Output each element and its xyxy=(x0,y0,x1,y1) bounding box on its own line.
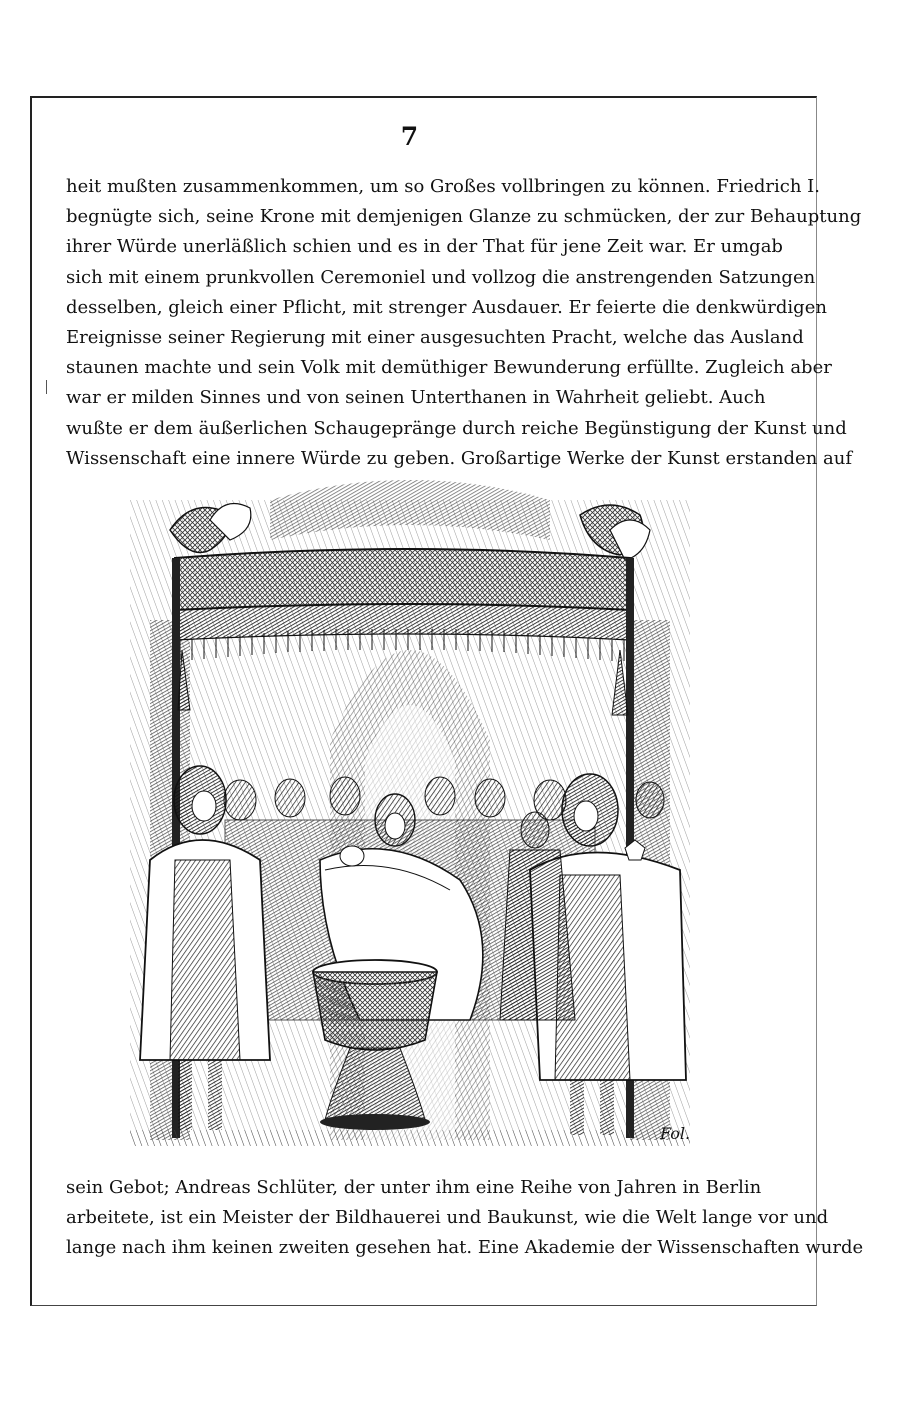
page-number: 7 xyxy=(400,122,420,151)
text-line: Ereignisse seiner Regierung mit einer ausgesuchten Pracht, welche das Ausland xyxy=(66,326,804,348)
text-line: sein Gebot; Andreas Schlüter, der unter ihm eine Reihe von Jahren in Berlin xyxy=(66,1177,762,1198)
text-line: sich mit einem prunkvollen Ceremoniel und vollzog die anstrengenden Satzungen xyxy=(66,266,816,288)
margin-mark xyxy=(46,380,47,394)
text-line: war er milden Sinnes und von seinen Unterthanen in Wahrheit geliebt. Auch xyxy=(66,387,766,409)
text-line: arbeitete, ist ein Meister der Bildhauerei und Baukunst, wie die Welt lange vor und xyxy=(66,1207,829,1229)
text-line: begnügte sich, seine Krone mit demjenigen Glanze zu schmücken, der zur Behauptung xyxy=(66,206,862,228)
text-line: wußte er dem äußerlichen Schaugepränge durch reiche Begünstigung der Kunst und xyxy=(66,417,847,439)
text-block-bottom xyxy=(66,1173,864,1264)
text-line: ihrer Würde unerläßlich schien und es in der That für jene Zeit war. Er umgab xyxy=(66,236,783,258)
text-line: Wissenschaft eine innere Würde zu geben. Großartige Werke der Kunst erstanden auf xyxy=(66,447,853,469)
text-line: heit mußten zusammenkommen, um so Großes vollbringen zu können. Friedrich I. xyxy=(66,176,820,197)
text-block-top xyxy=(66,172,862,474)
text-line: desselben, gleich einer Pflicht, mit strenger Ausdauer. Er feierte die denkwürdigen xyxy=(66,296,827,318)
baptism-engraving xyxy=(130,500,690,1146)
text-line: staunen machte und sein Volk mit demüthiger Bewunderung erfüllte. Zugleich aber xyxy=(66,357,832,379)
artist-signature: Fol. xyxy=(660,1124,691,1143)
text-line: lange nach ihm keinen zweiten gesehen hat. Eine Akademie der Wissenschaften wurde xyxy=(66,1237,864,1259)
